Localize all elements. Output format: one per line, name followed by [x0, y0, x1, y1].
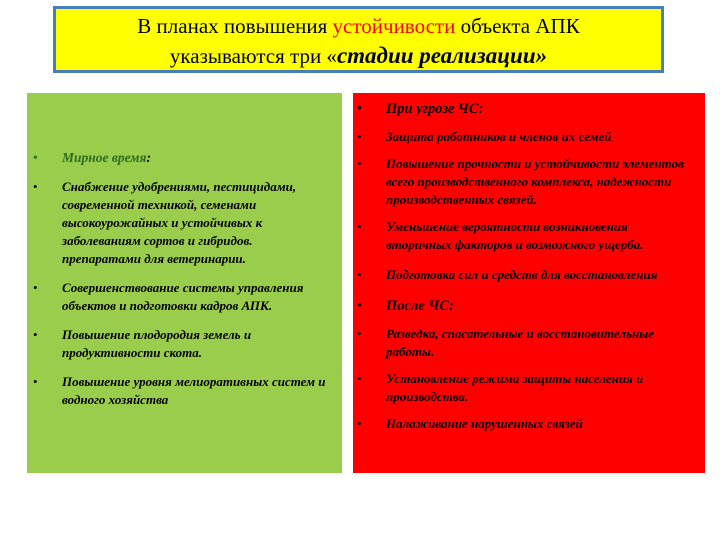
list-item: • Совершенствование системы управления объектов и подготовки кадров АПК. — [57, 279, 332, 315]
title-line-1 — [56, 11, 661, 41]
list-item: • Уменьшение вероятности возникновения вторичных факторов и возможного ущерба. — [381, 218, 691, 254]
list-item: • Разведка, спасательные и восстановительные работы. — [381, 325, 691, 361]
peacetime-heading — [57, 149, 332, 167]
peacetime-heading-text: Мирное время — [62, 150, 147, 165]
list-item: • Подготовка сил и средств для восстановления — [381, 263, 691, 287]
list-item: • Защита работников и членов их семей — [381, 128, 691, 146]
list-item: • Установление режима защиты населения и производства. — [381, 370, 691, 406]
slide-title — [53, 6, 664, 73]
title-line-2 — [56, 41, 661, 71]
title-emphasis: стадии реализации» — [336, 43, 548, 68]
list-item: • Повышение плодородия земель и продуктивности скота. — [57, 326, 332, 362]
title-line2-prefix: указываются три « — [169, 44, 337, 68]
list-item: • Снабжение удобрениями, пестицидами, современной техникой, семенами высокоурожайных и устойчивых к заболеваниям сортов и гибридов. препаратами для ветеринарии. — [57, 178, 332, 268]
title-line1-suffix: объекта АПК — [455, 14, 580, 38]
threat-heading: • При угрозе ЧС: — [381, 99, 691, 119]
peacetime-panel — [27, 93, 342, 473]
list-item: • Повышение прочности и устойчивости элементов всего производственного комплекса, надежности производственных связей. — [381, 155, 691, 209]
list-item: • Повышение уровня мелиоративных систем и водного хозяйства — [57, 373, 332, 409]
list-item: • Налаживание нарушенных связей — [381, 415, 691, 433]
peacetime-list — [57, 149, 332, 409]
title-line1-prefix: В планах повышения — [137, 14, 333, 38]
peacetime-heading-colon: : — [146, 150, 152, 165]
after-heading: • После ЧС: — [381, 296, 691, 316]
title-accent-word: устойчивости — [332, 14, 456, 38]
emergency-panel — [353, 93, 705, 473]
emergency-list — [381, 99, 691, 433]
